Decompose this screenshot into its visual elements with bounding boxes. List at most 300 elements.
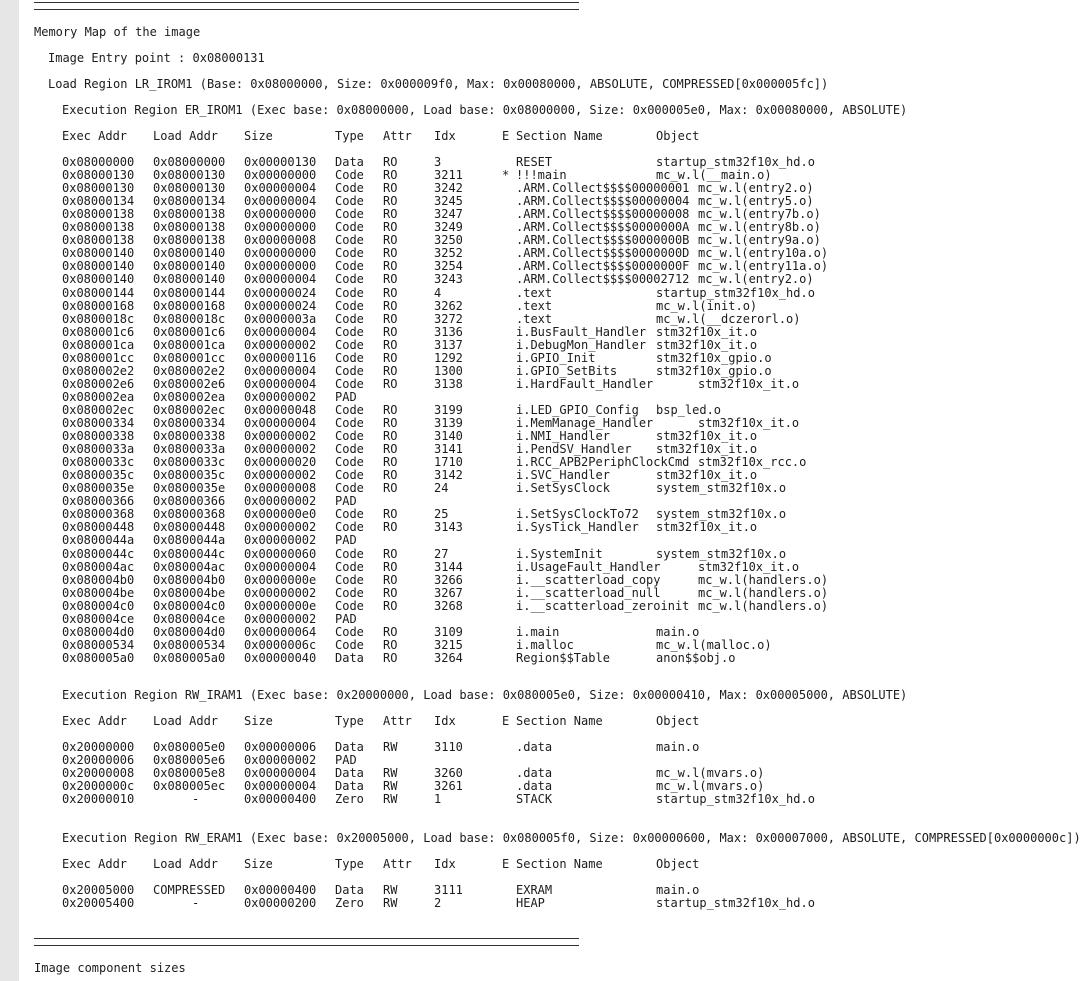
load-addr: 0x08000140 (153, 246, 226, 261)
idx-cell (434, 168, 490, 182)
type: Code (335, 194, 364, 209)
table-row (34, 272, 934, 286)
object: stm32f10x_it.o (656, 324, 758, 339)
table-row (34, 883, 934, 897)
exec-addr: 0x08000138 (62, 233, 135, 248)
idx-cell (434, 325, 490, 339)
size: 0x00000000 (244, 259, 317, 274)
load-addr: 0x0800044a (153, 533, 226, 548)
section-name: .ARM.Collect$$$$00000001 (516, 181, 690, 196)
table-row (34, 560, 934, 574)
idx-cell (434, 338, 490, 352)
size: 0x00000002 (244, 753, 317, 768)
header-section-name: Section Name (516, 857, 603, 871)
table-row (34, 233, 934, 247)
type: Code (335, 246, 364, 261)
attr: RO (383, 442, 398, 457)
type: Code (335, 233, 364, 248)
object: mc_w.l(init.o) (656, 298, 758, 313)
idx: 3 (434, 155, 442, 169)
load-addr: 0x080002e6 (153, 376, 226, 391)
size: 0x00000002 (244, 611, 317, 626)
section-name: i.NMI_Handler (516, 429, 610, 444)
idx-cell (434, 429, 490, 443)
object: mc_w.l(entry5.o) (698, 194, 814, 209)
idx: 3136 (434, 324, 463, 339)
exec-addr: 0x0800033c (62, 455, 135, 470)
size: 0x00000024 (244, 298, 317, 313)
size: 0x00000000 (244, 220, 317, 235)
idx: 3109 (434, 624, 463, 639)
idx-cell (434, 286, 490, 300)
idx: 27 (434, 546, 449, 561)
object: mc_w.l(handlers.o) (698, 585, 829, 600)
attr: RO (383, 468, 398, 483)
size: 0x00000004 (244, 324, 317, 339)
type: Code (335, 220, 364, 235)
idx: 3141 (434, 442, 463, 457)
idx-cell (434, 299, 490, 313)
type: Code (335, 624, 364, 639)
size: 0x00000004 (244, 376, 317, 391)
attr: RO (383, 285, 398, 300)
attr: RO (383, 168, 398, 183)
load-addr: 0x080005a0 (153, 650, 226, 665)
idx-cell (434, 220, 490, 234)
attr: RO (383, 520, 398, 535)
idx-cell (434, 883, 490, 897)
idx-cell (434, 533, 490, 547)
idx: 3247 (434, 207, 463, 222)
table-row (34, 753, 934, 767)
type: PAD (335, 389, 357, 404)
section-name: .text (516, 285, 553, 300)
attr: RO (383, 429, 398, 444)
header-load-addr: Load Addr (153, 714, 219, 728)
exec-addr: 0x08000448 (62, 520, 135, 535)
load-addr: 0x080001c6 (153, 324, 226, 339)
object: mc_w.l(handlers.o) (698, 572, 829, 587)
size: 0x0000000e (244, 598, 317, 613)
type: Code (335, 481, 364, 496)
size: 0x00000004 (244, 779, 317, 794)
exec-addr: 0x080004ac (62, 559, 135, 574)
object: stm32f10x_it.o (656, 442, 758, 457)
exec-addr: 0x08000138 (62, 207, 135, 222)
load-addr: 0x080002ec (153, 402, 226, 417)
section-name: i.RCC_APB2PeriphClockCmd (516, 455, 690, 470)
exec-addr: 0x08000140 (62, 259, 135, 274)
attr: RO (383, 598, 398, 613)
exec-addr: 0x2000000c (62, 779, 135, 794)
idx: 24 (434, 481, 449, 496)
attr: RW (383, 883, 398, 897)
header-section-name: Section Name (516, 129, 603, 143)
object: stm32f10x_it.o (698, 416, 800, 430)
type: Data (335, 740, 364, 754)
idx-cell (434, 586, 490, 600)
size: 0x00000400 (244, 792, 317, 807)
table-row (34, 599, 934, 613)
load-addr: 0x08000338 (153, 429, 226, 444)
attr: RO (383, 546, 398, 561)
load-addr: COMPRESSED (153, 883, 226, 897)
section-name: .ARM.Collect$$$$0000000B (516, 233, 690, 248)
section-name: i.GPIO_Init (516, 350, 596, 365)
table-row (34, 364, 934, 378)
section-name: .data (516, 779, 553, 794)
attr: RO (383, 507, 398, 522)
type: Code (335, 285, 364, 300)
load-addr: 0x08000534 (153, 637, 226, 652)
idx-cell (434, 155, 490, 169)
attr: RO (383, 324, 398, 339)
execution-region-title: Execution Region RW_ERAM1 (Exec base: 0x20005000, Load base: 0x080005f0, Size: 0x00000600, Max: 0x00007000, ABSOLUTE, COMPRESSED[0x0000000c]) (62, 831, 1081, 845)
column-header-row (34, 857, 934, 871)
object: startup_stm32f10x_hd.o (656, 896, 815, 911)
type: Code (335, 559, 364, 574)
entry-marker: * (502, 168, 510, 183)
size: 0x0000003a (244, 311, 317, 326)
load-addr: 0x0800033a (153, 442, 226, 457)
idx: 3266 (434, 572, 463, 587)
load-addr: 0x08000140 (153, 272, 226, 287)
idx: 3245 (434, 194, 463, 209)
type: Code (335, 585, 364, 600)
object: stm32f10x_it.o (698, 559, 800, 574)
idx-cell (434, 390, 490, 404)
exec-addr: 0x0800044a (62, 533, 135, 548)
idx-cell (434, 573, 490, 587)
idx: 1710 (434, 455, 463, 470)
exec-addr: 0x08000000 (62, 155, 135, 169)
section-name: HEAP (516, 896, 545, 911)
load-addr: - (192, 792, 200, 807)
header-load-addr: Load Addr (153, 857, 219, 871)
section-name: .ARM.Collect$$$$0000000F (516, 259, 690, 274)
table-row (34, 246, 934, 260)
load-addr: 0x080005e0 (153, 740, 226, 754)
load-addr: 0x080001cc (153, 350, 226, 365)
idx: 3249 (434, 220, 463, 235)
section-name: i.__scatterload_null (516, 585, 661, 600)
attr: RW (383, 779, 398, 794)
table-row (34, 338, 934, 352)
size: 0x00000064 (244, 624, 317, 639)
exec-addr: 0x080002e6 (62, 376, 135, 391)
object: mc_w.l(entry2.o) (698, 181, 814, 196)
type: Data (335, 155, 364, 169)
object: stm32f10x_it.o (698, 376, 800, 391)
type: Code (335, 324, 364, 339)
idx: 3260 (434, 766, 463, 781)
idx: 25 (434, 507, 449, 522)
idx-cell (434, 779, 490, 793)
size: 0x00000000 (244, 168, 317, 183)
section-name: i.MemManage_Handler (516, 416, 654, 430)
attr: RO (383, 246, 398, 261)
object: stm32f10x_it.o (656, 520, 758, 535)
idx: 2 (434, 896, 442, 911)
header-type: Type (335, 129, 364, 143)
size: 0x00000004 (244, 181, 317, 196)
load-addr: 0x080005e8 (153, 766, 226, 781)
idx: 3272 (434, 311, 463, 326)
attr: RO (383, 402, 398, 417)
object: startup_stm32f10x_hd.o (656, 285, 815, 300)
component-sizes-title: Image component sizes (34, 961, 186, 975)
header-e: E (502, 129, 510, 143)
object: mc_w.l(entry11a.o) (698, 259, 829, 274)
type: Code (335, 376, 364, 391)
table-row (34, 481, 934, 495)
load-addr: 0x08000000 (153, 155, 226, 169)
exec-addr: 0x20000008 (62, 766, 135, 781)
type: Code (335, 272, 364, 287)
section-name: i.PendSV_Handler (516, 442, 632, 457)
exec-addr: 0x20005400 (62, 896, 135, 911)
load-addr: 0x080001ca (153, 337, 226, 352)
header-e: E (502, 714, 510, 728)
load-addr: 0x08000366 (153, 494, 226, 509)
size: 0x0000006c (244, 637, 317, 652)
exec-addr: 0x08000138 (62, 220, 135, 235)
memory-map-document (34, 0, 1084, 981)
size: 0x00000008 (244, 233, 317, 248)
size: 0x00000024 (244, 285, 317, 300)
section-name: i.SetSysClockTo72 (516, 507, 639, 522)
idx-cell (434, 207, 490, 221)
attr: RO (383, 233, 398, 248)
load-addr: 0x080004be (153, 585, 226, 600)
attr: RO (383, 207, 398, 222)
type: PAD (335, 494, 357, 509)
size: 0x00000006 (244, 740, 317, 754)
idx-cell (434, 766, 490, 780)
section-name: .ARM.Collect$$$$0000000D (516, 246, 690, 261)
attr: RO (383, 650, 398, 665)
size: 0x00000048 (244, 402, 317, 417)
section-name: .ARM.Collect$$$$00000008 (516, 207, 690, 222)
table-row (34, 468, 934, 482)
table-row (34, 416, 934, 430)
object: mc_w.l(entry9a.o) (698, 233, 821, 248)
load-addr: 0x08000448 (153, 520, 226, 535)
header-size: Size (244, 714, 273, 728)
section-name: i.__scatterload_zeroinit (516, 598, 690, 613)
object: mc_w.l(handlers.o) (698, 598, 829, 613)
header-idx: Idx (434, 129, 456, 143)
object: mc_w.l(mvars.o) (656, 779, 765, 794)
load-addr: 0x0800035e (153, 481, 226, 496)
size: 0x00000004 (244, 363, 317, 378)
idx: 3252 (434, 246, 463, 261)
load-addr: 0x080005e6 (153, 753, 226, 768)
section-name: .ARM.Collect$$$$0000000A (516, 220, 690, 235)
idx: 3143 (434, 520, 463, 535)
type: PAD (335, 611, 357, 626)
object: stm32f10x_it.o (656, 429, 758, 444)
size: 0x00000002 (244, 429, 317, 444)
exec-addr: 0x08000130 (62, 181, 135, 196)
idx-cell (434, 246, 490, 260)
load-addr: 0x0800044c (153, 546, 226, 561)
type: Code (335, 507, 364, 522)
section-name: .ARM.Collect$$$$00002712 (516, 272, 690, 287)
exec-addr: 0x08000338 (62, 429, 135, 444)
execution-region-title: Execution Region RW_IRAM1 (Exec base: 0x20000000, Load base: 0x080005e0, Size: 0x00000410, Max: 0x00005000, ABSOLUTE) (62, 688, 908, 702)
left-gutter (0, 0, 19, 981)
type: Code (335, 350, 364, 365)
attr: RO (383, 559, 398, 574)
section-name: STACK (516, 792, 553, 807)
size: 0x00000000 (244, 246, 317, 261)
type: Data (335, 779, 364, 794)
header-exec-addr: Exec Addr (62, 857, 128, 871)
exec-addr: 0x20000000 (62, 740, 135, 754)
size: 0x00000002 (244, 533, 317, 548)
size: 0x00000002 (244, 520, 317, 535)
load-addr: 0x0800033c (153, 455, 226, 470)
idx: 3250 (434, 233, 463, 248)
idx: 3111 (434, 883, 463, 897)
table-row (34, 286, 934, 300)
attr: RO (383, 376, 398, 391)
idx-cell (434, 507, 490, 521)
load-addr: 0x08000368 (153, 507, 226, 522)
table-row (34, 573, 934, 587)
idx: 3138 (434, 376, 463, 391)
header-section-name: Section Name (516, 714, 603, 728)
table-row (34, 259, 934, 273)
size: 0x00000002 (244, 337, 317, 352)
table-row (34, 520, 934, 534)
attr: RW (383, 740, 398, 754)
size: 0x00000116 (244, 350, 317, 365)
table-row (34, 792, 934, 806)
idx-cell (434, 638, 490, 652)
exec-addr: 0x08000140 (62, 246, 135, 261)
object: mc_w.l(__main.o) (656, 168, 772, 183)
exec-addr: 0x080004be (62, 585, 135, 600)
idx-cell (434, 599, 490, 613)
table-row (34, 155, 934, 169)
table-row (34, 651, 934, 665)
header-attr: Attr (383, 714, 412, 728)
table-row (34, 638, 934, 652)
exec-addr: 0x080005a0 (62, 650, 135, 665)
section-name: .data (516, 740, 553, 754)
type: Code (335, 416, 364, 430)
size: 0x00000020 (244, 455, 317, 470)
load-addr: 0x08000144 (153, 285, 226, 300)
load-addr: 0x08000334 (153, 416, 226, 430)
attr: RO (383, 259, 398, 274)
object: stm32f10x_rcc.o (698, 455, 807, 470)
object: stm32f10x_gpio.o (656, 350, 772, 365)
idx-cell (434, 494, 490, 508)
object: mc_w.l(entry2.o) (698, 272, 814, 287)
type: Zero (335, 792, 364, 807)
header-exec-addr: Exec Addr (62, 129, 128, 143)
section-name: i.main (516, 624, 560, 639)
table-row (34, 494, 934, 508)
exec-addr: 0x08000134 (62, 194, 135, 209)
attr: RO (383, 311, 398, 326)
object: startup_stm32f10x_hd.o (656, 792, 815, 807)
idx: 3142 (434, 468, 463, 483)
idx: 3140 (434, 429, 463, 444)
size: 0x00000004 (244, 559, 317, 574)
load-addr: 0x0800035c (153, 468, 226, 483)
header-exec-addr: Exec Addr (62, 714, 128, 728)
size: 0x00000040 (244, 650, 317, 665)
idx-cell (434, 181, 490, 195)
idx: 3110 (434, 740, 463, 754)
exec-addr: 0x08000366 (62, 494, 135, 509)
header-size: Size (244, 129, 273, 143)
idx-cell (434, 896, 490, 910)
size: 0x00000002 (244, 468, 317, 483)
attr: RO (383, 572, 398, 587)
load-addr: 0x08000140 (153, 259, 226, 274)
exec-addr: 0x08000334 (62, 416, 135, 430)
idx: 3199 (434, 402, 463, 417)
exec-addr: 0x080002ec (62, 402, 135, 417)
load-addr: 0x0800018c (153, 311, 226, 326)
attr: RO (383, 181, 398, 196)
load-addr: 0x08000134 (153, 194, 226, 209)
table-row (34, 403, 934, 417)
load-addr: 0x080005ec (153, 779, 226, 794)
idx-cell (434, 455, 490, 469)
execution-region-title: Execution Region ER_IROM1 (Exec base: 0x08000000, Load base: 0x08000000, Size: 0x000005e0, Max: 0x00080000, ABSOLUTE) (62, 103, 908, 117)
header-e: E (502, 857, 510, 871)
idx-cell (434, 351, 490, 365)
idx-cell (434, 364, 490, 378)
object: system_stm32f10x.o (656, 507, 787, 522)
type: Data (335, 650, 364, 665)
idx: 3144 (434, 559, 463, 574)
exec-addr: 0x080001cc (62, 350, 135, 365)
object: stm32f10x_it.o (656, 337, 758, 352)
type: Code (335, 455, 364, 470)
exec-addr: 0x080002e2 (62, 363, 135, 378)
size: 0x00000002 (244, 442, 317, 457)
type: Code (335, 598, 364, 613)
load-addr: 0x08000168 (153, 298, 226, 313)
idx-cell (434, 312, 490, 326)
header-object: Object (656, 714, 700, 728)
object: main.o (656, 883, 700, 897)
attr: RW (383, 792, 398, 807)
type: Code (335, 259, 364, 274)
exec-addr: 0x080001ca (62, 337, 135, 352)
section-name: .text (516, 311, 553, 326)
object: mc_w.l(__dczerorl.o) (656, 311, 801, 326)
type: Data (335, 766, 364, 781)
size: 0x00000004 (244, 766, 317, 781)
header-idx-cell (434, 129, 490, 143)
exec-addr: 0x08000130 (62, 168, 135, 183)
idx: 3211 (434, 168, 463, 183)
header-idx: Idx (434, 714, 456, 728)
table-row (34, 625, 934, 639)
type: Data (335, 883, 364, 897)
idx-cell (434, 740, 490, 754)
size: 0x00000002 (244, 494, 317, 509)
header-type: Type (335, 714, 364, 728)
